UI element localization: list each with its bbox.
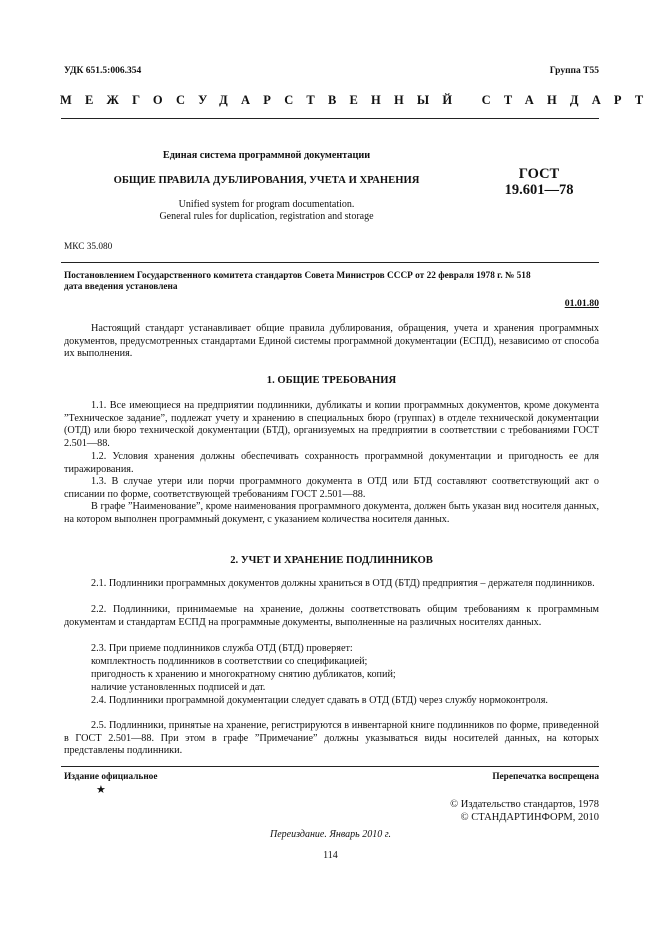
english-title xyxy=(64,199,469,223)
top-rule xyxy=(61,118,599,119)
paragraph-1-1: 1.1. Все имеющиеся на предприятии подлинники, дубликаты и копии программных документов, кроме документа ”Техническое задание”, подлежат учету и хранению в специальных бюро (группах) в отделе технической документации (ОТД) или бюро технической документации (БТД), организуемых на предприятии в соответствии с требованиями ГОСТ 2.501—88. xyxy=(64,400,599,449)
introduction-date: 01.01.80 xyxy=(564,298,599,309)
official-edition: Издание официальное xyxy=(64,772,158,782)
reissue-note: Переиздание. Январь 2010 г. xyxy=(270,829,391,840)
paragraph-2-5: 2.5. Подлинники, принятые на хранение, регистрируются в инвентарной книге подлинников по форме, приведенной в ГОСТ 2.501—88. При этом в графе ”Примечание” должны указываться виды носителей данных, на которых представлены подлинники. xyxy=(64,720,599,757)
page-number: 114 xyxy=(323,850,338,861)
check-item-suitability: пригодность к хранению и многократному снятию дубликатов, копий; xyxy=(91,669,396,680)
system-name: Единая система программной документации xyxy=(162,150,371,161)
paragraph-2-1: 2.1. Подлинники программных документов должны храниться в ОТД (БТД) предприятия – держателя подлинников. xyxy=(91,578,595,589)
paragraph-2-3: 2.3. При приеме подлинников служба ОТД (БТД) проверяет: xyxy=(91,643,353,654)
english-title-line1: Unified system for program documentation. xyxy=(178,199,355,210)
udk-code: УДК 651.5:006.354 xyxy=(64,66,142,76)
copyright-line-1: © Издательство стандартов, 1978 xyxy=(450,799,599,810)
star-icon: ★ xyxy=(96,784,106,796)
decree-block xyxy=(64,271,604,294)
paragraph-1-3-note: В графе ”Наименование”, кроме наименования программного документа, должен быть указан вид носителя данных, на котором выполнен программный документ, с указанием количества носителя данных. xyxy=(64,501,599,525)
standard-banner: МЕЖГОСУДАРСТВЕННЫЙ СТАНДАРТ xyxy=(60,93,657,107)
paragraph-1-2: 1.2. Условия хранения должны обеспечивать сохранность программной документации и пригодность ее для тиражирования. xyxy=(64,451,599,475)
group-code: Группа Т55 xyxy=(549,66,599,76)
intro-paragraph: Настоящий стандарт устанавливает общие правила дублирования, обращения, учета и хранения программных документов, предусмотренных стандартами Единой системы программной документации (ЕСПД), независимо от способа их выполнения. xyxy=(64,323,599,360)
gost-label: ГОСТ xyxy=(518,166,560,182)
paragraph-2-4: 2.4. Подлинники программной документации следует сдавать в ОТД (БТД) через службу нормоконтроля. xyxy=(91,695,548,706)
copyright-block xyxy=(450,798,599,824)
document-title: ОБЩИЕ ПРАВИЛА ДУБЛИРОВАНИЯ, УЧЕТА И ХРАНЕНИЯ xyxy=(113,175,420,186)
paragraph-1-3: 1.3. В случае утери или порчи программного документа в ОТД или БТД составляют соответствующий акт о списании по форме, соответствующей требованиям ГОСТ 2.501—88. xyxy=(64,476,599,500)
section-1-heading: 1. ОБЩИЕ ТРЕБОВАНИЯ xyxy=(266,375,397,386)
check-item-signatures: наличие установленных подписей и дат. xyxy=(91,682,266,693)
decree-intro-date-label: дата введения установлена xyxy=(64,282,178,293)
paragraph-2-2: 2.2. Подлинники, принимаемые на хранение, должны соответствовать общим требованиям к программным документам и стандартам ЕСПД на программные документы, выполненные на различных носителях данных. xyxy=(64,604,599,628)
copyright-line-2: © СТАНДАРТИНФОРМ, 2010 xyxy=(460,812,599,823)
check-item-completeness: комплектность подлинников в соответствии со спецификацией; xyxy=(91,656,368,667)
mks-code: МКС 35.080 xyxy=(64,242,113,252)
mid-rule xyxy=(61,262,599,263)
footer-rule xyxy=(61,766,599,767)
reprint-prohibited: Перепечатка воспрещена xyxy=(492,772,599,782)
section-2-heading: 2. УЧЕТ И ХРАНЕНИЕ ПОДЛИННИКОВ xyxy=(230,555,433,566)
gost-number: 19.601—78 xyxy=(504,182,574,198)
gost-designation xyxy=(492,166,586,198)
decree-line: Постановлением Государственного комитета стандартов Совета Министров СССР от 22 февраля 1978 г. № 518 xyxy=(64,271,531,281)
english-title-line2: General rules for duplication, registration and storage xyxy=(159,211,374,222)
